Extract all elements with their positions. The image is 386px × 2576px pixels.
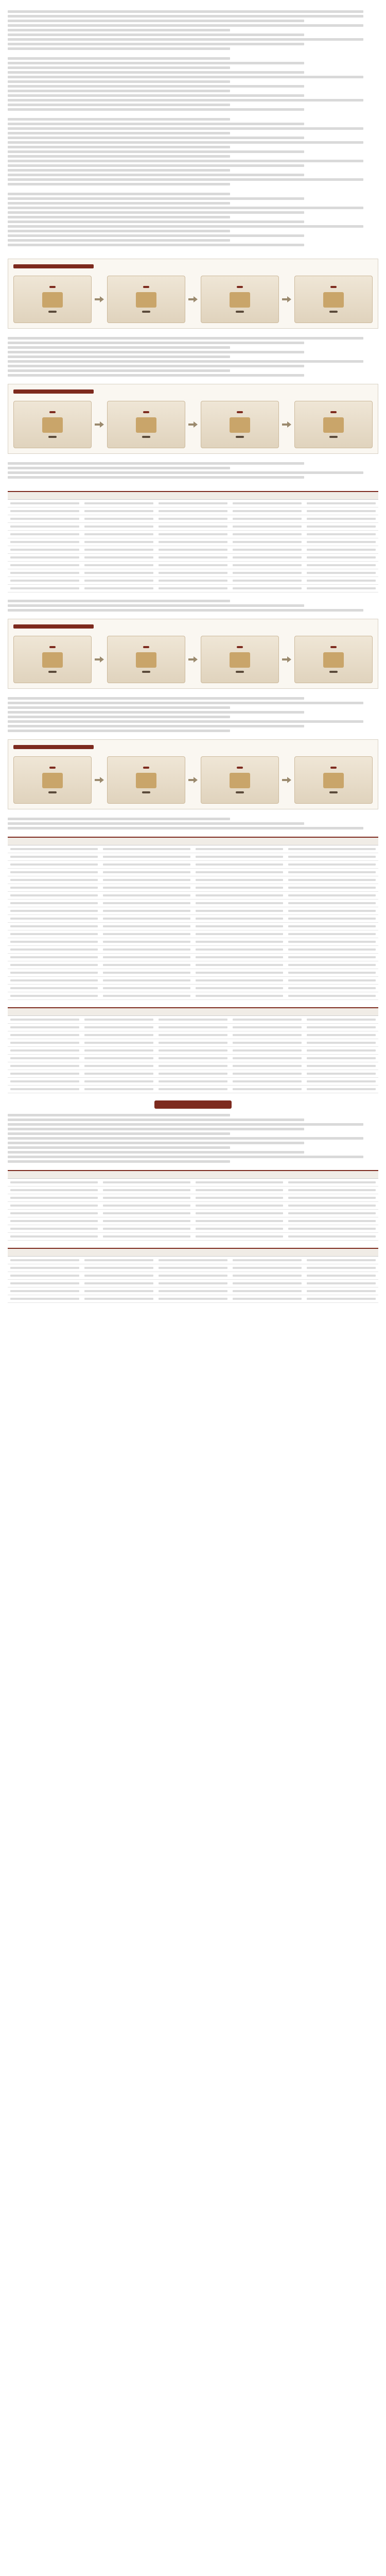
table-row — [8, 930, 378, 938]
table-row — [8, 892, 378, 900]
table-row — [8, 1062, 378, 1070]
step-icon — [230, 773, 250, 788]
table-row — [8, 961, 378, 969]
table-row — [8, 861, 378, 869]
step-icon — [42, 417, 63, 433]
arrow-right-icon — [95, 421, 104, 428]
data-table-4 — [8, 1170, 378, 1241]
flow-step — [294, 636, 373, 683]
arrow-right-icon — [188, 421, 198, 428]
flow-step — [13, 276, 92, 323]
flow-step — [294, 401, 373, 448]
arrow-right-icon — [95, 777, 104, 783]
table-row — [8, 577, 378, 585]
flow-step — [13, 636, 92, 683]
table-row — [8, 884, 378, 892]
arrow-right-icon — [95, 296, 104, 302]
step-icon — [230, 417, 250, 433]
table-row — [8, 1194, 378, 1202]
step-icon — [323, 417, 344, 433]
table-row — [8, 1280, 378, 1287]
flow-step — [294, 756, 373, 804]
step-icon — [230, 652, 250, 668]
page — [8, 0, 378, 1303]
table-row — [8, 1202, 378, 1210]
table-row — [8, 923, 378, 930]
table-row — [8, 969, 378, 977]
table-row — [8, 1264, 378, 1272]
table-row — [8, 507, 378, 515]
arrow-right-icon — [282, 296, 291, 302]
flow-step — [13, 756, 92, 804]
step-icon — [136, 773, 156, 788]
table-row — [8, 1179, 378, 1187]
table-row — [8, 1047, 378, 1055]
table-row — [8, 992, 378, 1000]
flow-step — [13, 401, 92, 448]
process-flow-3 — [8, 619, 378, 689]
table-row — [8, 907, 378, 915]
table-row — [8, 562, 378, 569]
step-icon — [42, 652, 63, 668]
process-flow-2 — [8, 384, 378, 454]
flow-step — [201, 276, 279, 323]
table-row — [8, 938, 378, 946]
table-row — [8, 1233, 378, 1241]
table-row — [8, 1070, 378, 1078]
table-row — [8, 853, 378, 861]
step-icon — [136, 292, 156, 308]
arrow-right-icon — [282, 656, 291, 663]
intro-list-3 — [8, 193, 378, 246]
flow-step — [107, 636, 185, 683]
flow-step — [201, 756, 279, 804]
table-row — [8, 1024, 378, 1031]
table-row — [8, 515, 378, 523]
table-row — [8, 1272, 378, 1280]
arrow-right-icon — [95, 656, 104, 663]
table-row — [8, 1055, 378, 1062]
table-row — [8, 569, 378, 577]
table-row — [8, 1039, 378, 1047]
table-row — [8, 946, 378, 954]
flow-step — [107, 756, 185, 804]
step-icon — [136, 417, 156, 433]
process-flow-header — [13, 264, 94, 268]
table-row — [8, 546, 378, 554]
process-flow-header — [13, 745, 94, 749]
process-flow-4 — [8, 739, 378, 809]
table-row — [8, 500, 378, 507]
table-row — [8, 845, 378, 853]
footer-notes — [8, 1114, 378, 1163]
arrow-right-icon — [188, 777, 198, 783]
step-icon — [42, 292, 63, 308]
table-row — [8, 531, 378, 538]
arrow-right-icon — [188, 656, 198, 663]
action-button[interactable] — [154, 1100, 232, 1109]
data-table-5 — [8, 1248, 378, 1303]
notes — [8, 462, 378, 479]
step-icon — [323, 773, 344, 788]
intro-text — [8, 10, 378, 50]
data-table-3 — [8, 1007, 378, 1093]
table-row — [8, 1225, 378, 1233]
table-row — [8, 1295, 378, 1303]
table-row — [8, 1078, 378, 1086]
table-row — [8, 876, 378, 884]
table-row — [8, 1086, 378, 1093]
intro-list — [8, 57, 378, 111]
flow-step — [201, 636, 279, 683]
intro-list-2 — [8, 118, 378, 185]
arrow-right-icon — [282, 777, 291, 783]
process-flow-1 — [8, 259, 378, 329]
table-row — [8, 977, 378, 985]
table-row — [8, 1031, 378, 1039]
table-row — [8, 915, 378, 923]
table-row — [8, 1287, 378, 1295]
table-row — [8, 985, 378, 992]
step-icon — [136, 652, 156, 668]
process-description-3 — [8, 697, 378, 732]
table-row — [8, 1210, 378, 1217]
data-table-2 — [8, 837, 378, 1000]
process-description — [8, 337, 378, 377]
flow-step — [294, 276, 373, 323]
table-row — [8, 523, 378, 531]
table-row — [8, 1016, 378, 1024]
step-icon — [230, 292, 250, 308]
table-row — [8, 869, 378, 876]
flow-step — [107, 401, 185, 448]
step-icon — [323, 292, 344, 308]
notes-4 — [8, 818, 378, 829]
data-table-1 — [8, 491, 378, 592]
flow-step — [201, 401, 279, 448]
arrow-right-icon — [188, 296, 198, 302]
step-icon — [323, 652, 344, 668]
table-notes — [8, 600, 378, 612]
step-icon — [42, 773, 63, 788]
process-flow-header — [13, 389, 94, 394]
table-row — [8, 1217, 378, 1225]
table-row — [8, 554, 378, 562]
table-row — [8, 538, 378, 546]
table-row — [8, 585, 378, 592]
table-row — [8, 1257, 378, 1264]
table-row — [8, 900, 378, 907]
table-row — [8, 1187, 378, 1194]
process-flow-header — [13, 624, 94, 629]
table-row — [8, 954, 378, 961]
arrow-right-icon — [282, 421, 291, 428]
flow-step — [107, 276, 185, 323]
